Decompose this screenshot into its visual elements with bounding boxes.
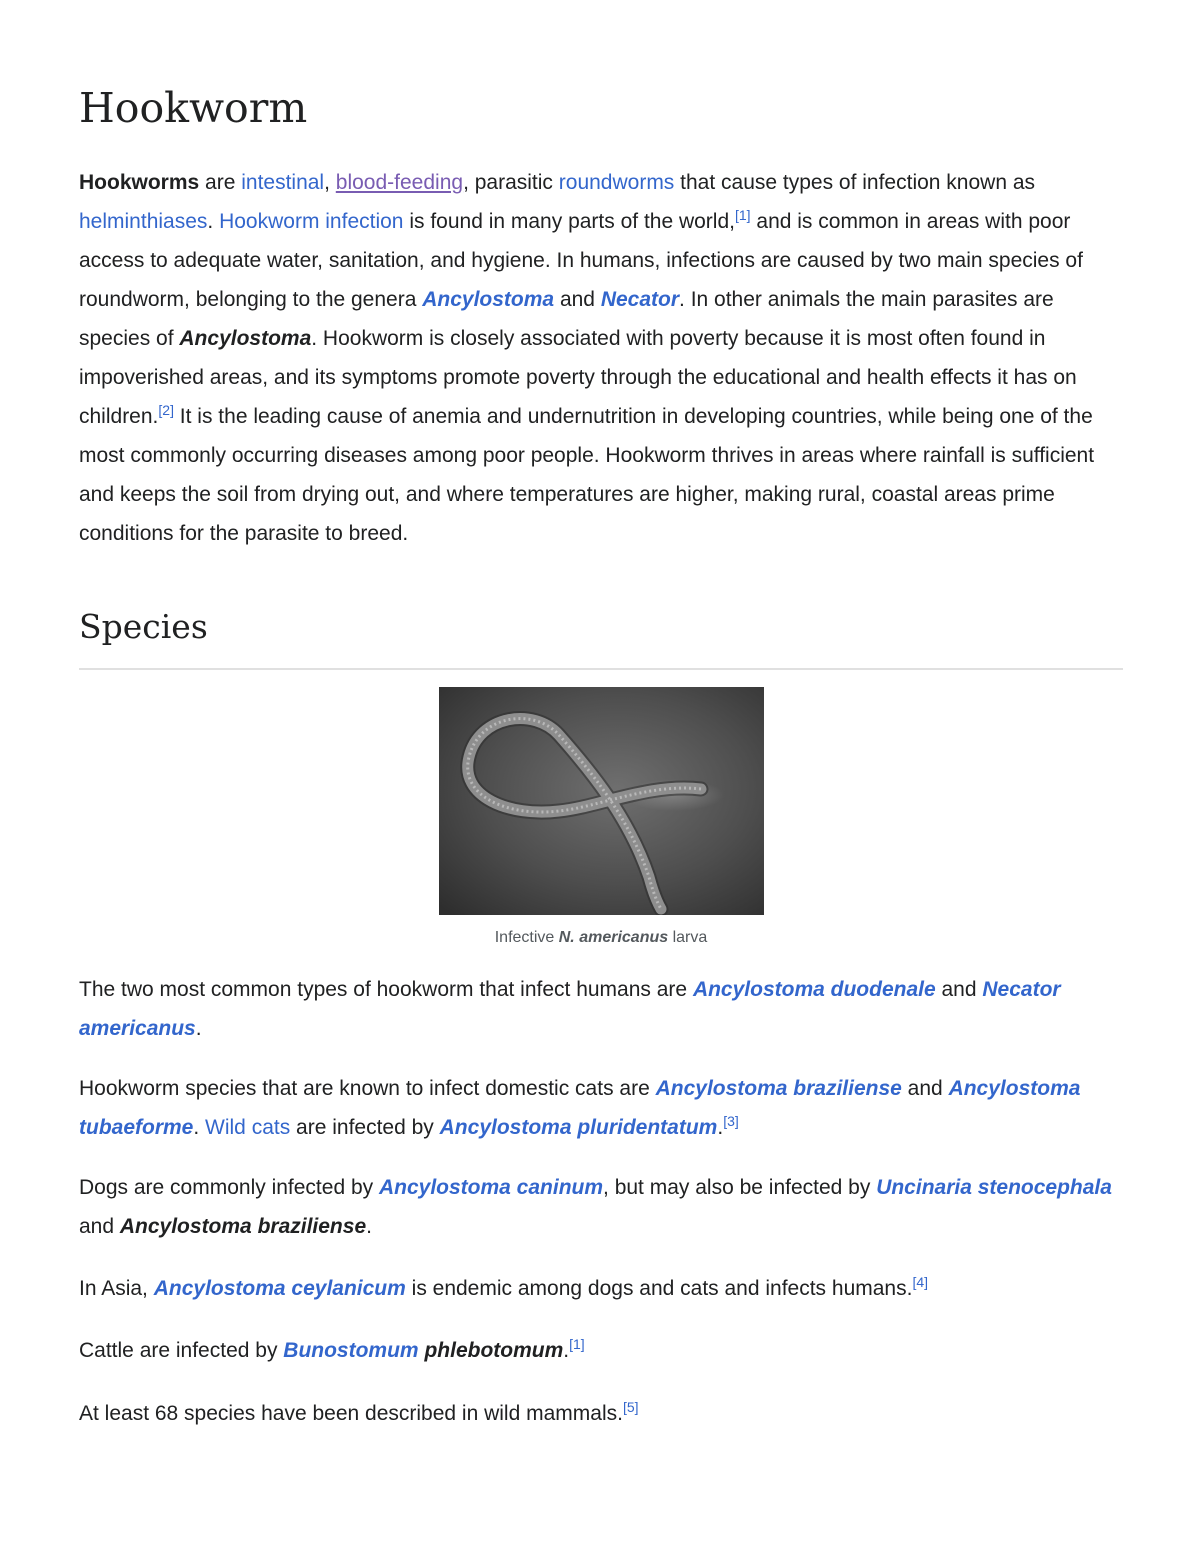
page-title: Hookworm	[79, 84, 308, 132]
link-necator[interactable]: Necator	[600, 288, 680, 311]
link-intestinal[interactable]: intestinal	[241, 171, 325, 194]
species-paragraph-1	[79, 970, 1123, 1048]
text: .	[717, 1116, 724, 1139]
text: Cattle are infected by	[79, 1339, 284, 1362]
bold-italic-term: Ancylostoma	[179, 327, 312, 350]
reference-4[interactable]: [4]	[912, 1274, 929, 1290]
link-ancylostoma-caninum[interactable]: Ancylostoma caninum	[378, 1176, 604, 1199]
species-paragraph-4	[79, 1269, 1123, 1308]
reference-2[interactable]: [2]	[158, 402, 174, 418]
link-ancylostoma-pluridentatum[interactable]: Ancylostoma pluridentatum	[439, 1116, 718, 1139]
text: . Hookworm is closely associated with poverty because it is most often found in impoverished areas, and its symptoms promote poverty through the educational and health effects it has on children.	[79, 327, 1077, 428]
link-ancylostoma-tubaeforme[interactable]: Ancylostoma tubaeforme	[79, 1077, 1081, 1139]
species-paragraph-5	[79, 1331, 1123, 1370]
link-roundworms[interactable]: roundworms	[558, 171, 675, 194]
text: , but may also be infected by	[603, 1176, 877, 1199]
text: The two most common types of hookworm that infect humans are	[79, 978, 693, 1001]
text: .	[366, 1215, 372, 1238]
article	[79, 84, 1123, 1433]
link-necator-americanus[interactable]: Necator americanus	[79, 978, 1061, 1040]
link-bunostomum[interactable]: Bunostomum	[283, 1339, 419, 1362]
text: Hookworm species that are known to infect domestic cats are	[79, 1077, 656, 1100]
text: . In other animals the main parasites are species of	[79, 288, 1054, 350]
reference-3[interactable]: [3]	[723, 1113, 739, 1129]
text: and	[935, 978, 983, 1001]
text: and	[901, 1077, 949, 1100]
link-uncinaria-stenocephala[interactable]: Uncinaria stenocephala	[876, 1176, 1112, 1199]
text: .	[195, 1017, 202, 1040]
text: is found in many parts of the world,	[403, 210, 735, 233]
link-ancylostoma[interactable]: Ancylostoma	[422, 288, 555, 311]
text: .	[193, 1116, 206, 1139]
intro-paragraph	[79, 163, 1123, 553]
bold-italic-term: phlebotomum	[424, 1339, 564, 1362]
figure-caption	[79, 927, 1123, 949]
link-ancylostoma-braziliense[interactable]: Ancylostoma braziliense	[655, 1077, 902, 1100]
section-heading-species: Species	[79, 610, 1123, 670]
text: ,	[324, 171, 336, 194]
bold-italic-term: Ancylostoma braziliense	[119, 1215, 367, 1238]
text: are	[199, 171, 242, 194]
species-paragraph-2	[79, 1069, 1123, 1147]
text: that cause types of infection known as	[674, 171, 1036, 194]
text: Infective	[494, 929, 559, 946]
link-ancylostoma-duodenale[interactable]: Ancylostoma duodenale	[692, 978, 936, 1001]
text: In Asia,	[79, 1277, 154, 1300]
link-hookworm-infection[interactable]: Hookworm infection	[219, 210, 404, 233]
text: are infected by	[290, 1116, 440, 1139]
species-paragraph-6	[79, 1394, 1123, 1433]
text: and	[79, 1215, 120, 1238]
text: and	[554, 288, 601, 311]
link-helminthiases[interactable]: helminthiases	[79, 210, 208, 233]
reference-1[interactable]: [1]	[734, 207, 751, 223]
text: At least 68 species have been described in wild mammals.	[79, 1402, 623, 1425]
species-paragraph-3	[79, 1168, 1123, 1246]
text: It is the leading cause of anemia and undernutrition in developing countries, while being one of the most commonly occurring diseases among poor people. Hookworm thrives in areas where rainfall is sufficient and keeps the soil from drying out, and where temperatures are higher, making rural, coastal areas prime conditions for the parasite to breed.	[79, 405, 1095, 545]
text: is endemic among dogs and cats and infects humans.	[405, 1277, 913, 1300]
text: larva	[668, 929, 708, 946]
bold-term: Hookworms	[79, 171, 200, 194]
reference-1[interactable]: [1]	[569, 1336, 585, 1352]
link-ancylostoma-ceylanicum[interactable]: Ancylostoma ceylanicum	[153, 1277, 406, 1300]
link-blood-feeding[interactable]: blood-feeding	[335, 171, 464, 194]
text: .	[207, 210, 220, 233]
text: .	[563, 1339, 570, 1362]
text: and is common in areas with poor access to adequate water, sanitation, and hygiene. In humans, infections are caused by two main species of roundworm, belonging to the genera	[79, 210, 1083, 311]
caption-species: N. americanus	[558, 929, 669, 946]
figure	[79, 687, 1123, 949]
text: Dogs are commonly infected by	[79, 1176, 379, 1199]
link-wild-cats[interactable]: Wild cats	[205, 1116, 291, 1139]
reference-5[interactable]: [5]	[622, 1399, 639, 1415]
hookworm-larva-image[interactable]	[439, 687, 764, 915]
text: , parasitic	[463, 171, 559, 194]
